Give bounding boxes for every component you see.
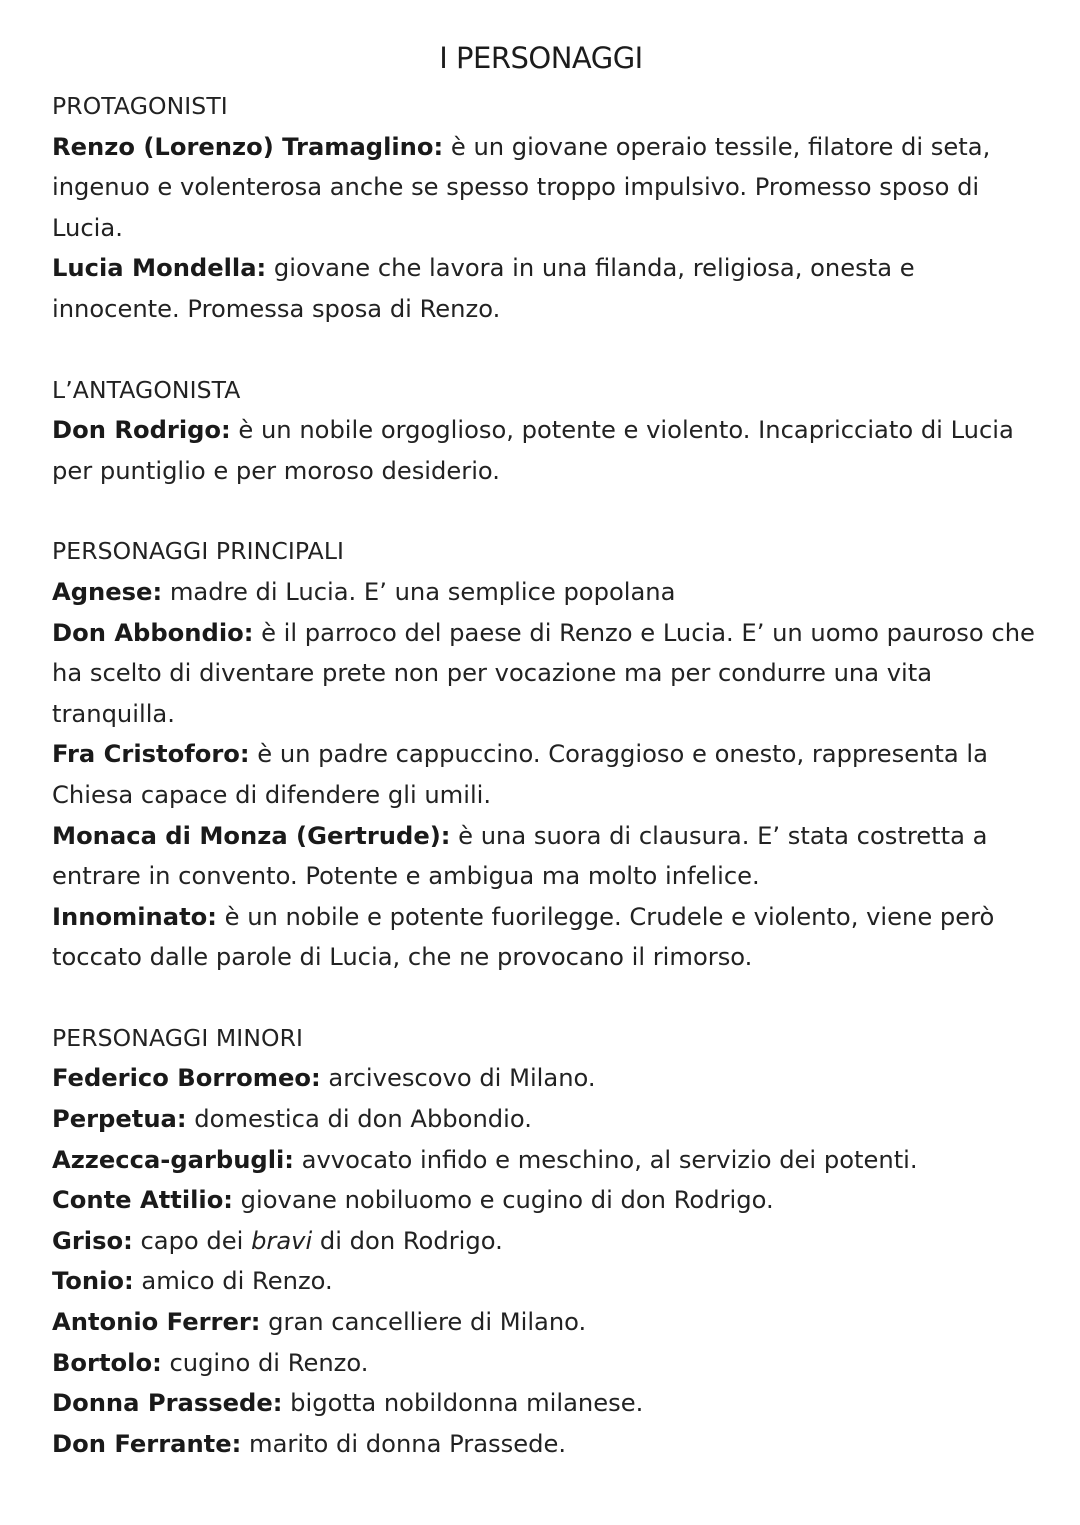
character-desc: è un nobile e potente fuorilegge. Crudele e violento, viene però toccato dalle parole di Lucia, che ne provocano il rimorso. — [52, 902, 995, 972]
character-entry — [52, 613, 1042, 735]
character-entry — [52, 1302, 1042, 1343]
character-name: Azzecca-garbugli: — [52, 1145, 294, 1174]
character-name: Monaca di Monza (Gertrude): — [52, 821, 451, 850]
section-heading: L’ANTAGONISTA — [52, 375, 241, 404]
character-desc: madre di Lucia. E’ una semplice popolana — [162, 577, 676, 606]
character-desc: capo dei — [132, 1226, 252, 1255]
character-entry — [52, 1343, 1042, 1384]
character-entry — [52, 1180, 1042, 1221]
character-entry — [52, 410, 1042, 491]
character-name: Innominato: — [52, 902, 217, 931]
section-heading: PROTAGONISTI — [52, 92, 228, 120]
character-name: Perpetua: — [52, 1105, 187, 1134]
character-entry — [52, 1058, 1042, 1099]
section-personaggi-minori — [52, 1018, 1042, 1465]
character-name: Antonio Ferrer: — [52, 1308, 261, 1337]
character-desc: è il parroco del paese di Renzo e Lucia. E’ un uomo pauroso che ha scelto di diventare prete non per vocazione ma per condurre una vita tranquilla. — [52, 618, 1035, 728]
character-entry — [52, 1221, 1042, 1262]
character-desc: avvocato infido e meschino, al servizio dei potenti. — [293, 1145, 918, 1174]
character-desc: cugino di Renzo. — [161, 1348, 369, 1377]
character-desc: marito di donna Prassede. — [241, 1429, 567, 1458]
character-desc: gran cancelliere di Milano. — [260, 1308, 587, 1337]
character-name: Federico Borromeo: — [52, 1064, 321, 1093]
character-entry — [52, 127, 1042, 249]
character-name: Lucia Mondella: — [52, 254, 267, 283]
character-entry — [52, 248, 1042, 329]
character-desc: è un padre cappuccino. Coraggioso e onesto, rappresenta la Chiesa capace di difendere gli umili. — [52, 740, 988, 809]
character-entry — [52, 897, 1042, 978]
character-name: Don Ferrante: — [52, 1429, 242, 1458]
character-name: Agnese: — [52, 577, 163, 606]
character-name: Donna Prassede: — [52, 1389, 283, 1418]
character-desc: giovane nobiluomo e cugino di don Rodrigo. — [232, 1186, 774, 1215]
character-entry — [52, 734, 1042, 815]
character-desc: amico di Renzo. — [133, 1267, 333, 1296]
character-desc-italic: bravi — [251, 1226, 313, 1255]
character-entry — [52, 1099, 1042, 1140]
character-name: Don Rodrigo: — [52, 416, 231, 445]
character-desc: è un giovane operaio tessile, filatore di seta, ingenuo e volenterosa anche se spesso troppo impulsivo. Promesso sposo di Lucia. — [52, 132, 991, 242]
character-name: Conte Attilio: — [52, 1186, 233, 1215]
section-protagonisti — [52, 86, 1042, 330]
section-antagonista — [52, 370, 1042, 492]
character-name: Fra Cristoforo: — [52, 740, 250, 769]
character-desc: bigotta nobildonna milanese. — [282, 1389, 644, 1418]
character-entry — [52, 816, 1042, 897]
section-heading: PERSONAGGI PRINCIPALI — [52, 537, 345, 566]
character-entry — [52, 572, 1042, 613]
character-entry — [52, 1140, 1042, 1181]
character-desc: domestica di don Abbondio. — [186, 1105, 532, 1134]
character-entry — [52, 1261, 1042, 1302]
section-personaggi-principali — [52, 531, 1042, 978]
character-name: Griso: — [52, 1226, 133, 1255]
character-desc: è una suora di clausura. E’ stata costretta a entrare in convento. Potente e ambigua ma molto infelice. — [52, 821, 988, 891]
character-name: Tonio: — [52, 1267, 134, 1296]
character-desc: arcivescovo di Milano. — [320, 1064, 596, 1093]
character-desc: giovane che lavora in una filanda, religiosa, onesta e innocente. Promessa sposa di Renzo. — [52, 254, 915, 323]
character-name: Renzo (Lorenzo) Tramaglino: — [52, 132, 444, 161]
character-name: Don Abbondio: — [52, 618, 254, 647]
character-desc: è un nobile orgoglioso, potente e violento. Incapricciato di Lucia per puntiglio e per moroso desiderio. — [52, 416, 1014, 485]
character-entry — [52, 1383, 1042, 1424]
document-page — [52, 36, 1042, 1464]
character-entry — [52, 1424, 1042, 1465]
character-desc-after: di don Rodrigo. — [312, 1226, 503, 1255]
character-name: Bortolo: — [52, 1348, 162, 1377]
page-title: I PERSONAGGI — [439, 41, 643, 75]
section-heading: PERSONAGGI MINORI — [52, 1023, 304, 1052]
